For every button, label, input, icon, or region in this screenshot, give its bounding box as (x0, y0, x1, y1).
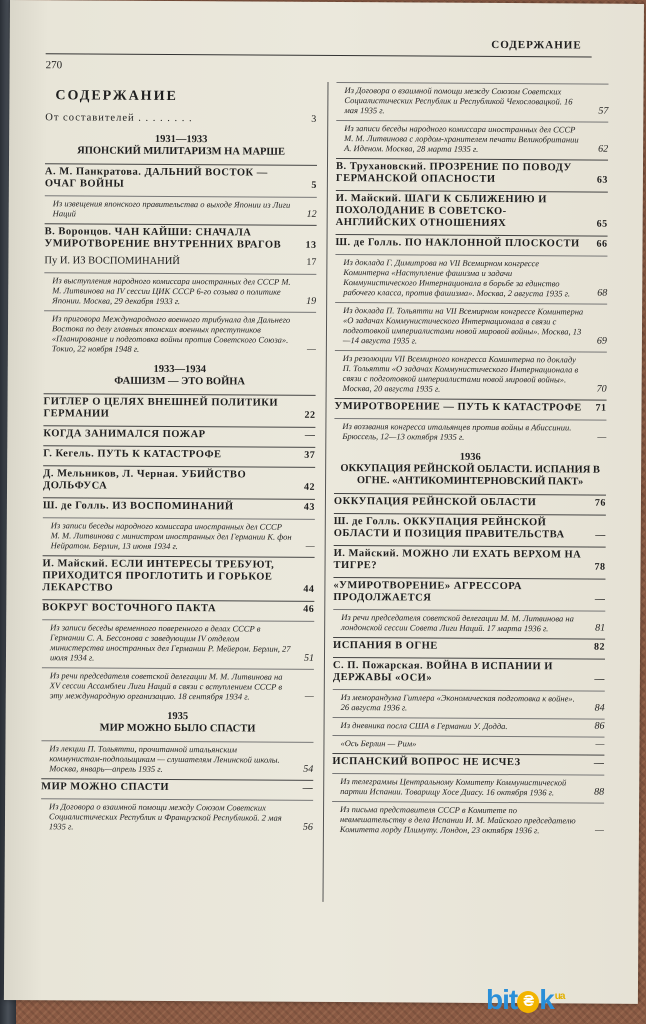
document-excerpt-entry (45, 195, 317, 220)
entry-page: — (306, 343, 316, 355)
entry-page: — (595, 529, 606, 541)
article-entry (43, 465, 315, 494)
document-excerpt-entry (42, 667, 314, 702)
article-entry (334, 398, 606, 415)
entry-page: 44 (303, 583, 315, 595)
watermark-logo (486, 984, 564, 1016)
entry-page: 76 (594, 497, 606, 509)
intro-text: От составителей . . . . . . . . (45, 112, 193, 125)
entry-title: Из резолюции VII Всемирного конгресса Коминтерна по докладу П. Тольятти «О задачах Коммунистического Интернационала в связи с подготовкой империалистами новой мировой войны». Москва, 20 августа 1935 г. (342, 353, 579, 394)
entry-title: Из извещения японского правительства о выходе Японии из Лиги Наций (52, 198, 291, 219)
entry-page: — (595, 738, 605, 750)
entry-title: Из Договора о взаимной помощи между Союзом Советских Социалистических Республик и Французской Республикой. 2 мая 1935 г. (48, 801, 282, 832)
entry-title: А. М. Панкратова. ДАЛЬНИЙ ВОСТОК — ОЧАГ ВОЙНЫ (44, 166, 268, 190)
article-entry (45, 163, 317, 192)
article-entry (42, 599, 314, 616)
entry-page: 88 (594, 786, 605, 798)
entry-page: 17 (306, 256, 317, 268)
entry-title: ГИТЛЕР О ЦЕЛЯХ ВНЕШНЕЙ ПОЛИТИКИ ГЕРМАНИИ (43, 396, 279, 420)
entry-title: Из доклада Г. Димитрова на VII Всемирном конгрессе Коминтерна «Наступление фашизма и задачи Коммунистического Интернационала в борьбе за единство рабочего класса, против фашизма». Москва, 2 августа 1935 г. (343, 257, 571, 299)
entry-page: 43 (303, 501, 315, 513)
entry-title: Ш. де Голль. ИЗ ВОСПОМИНАНИЙ (42, 500, 234, 513)
entry-page: 70 (596, 383, 607, 395)
article-entry (336, 158, 608, 187)
entry-title: «УМИРОТВОРЕНИЕ» АГРЕССОРА ПРОДОЛЖАЕТСЯ (333, 579, 522, 604)
entry-title: Д. Мельников, Л. Черная. УБИЙСТВО ДОЛЬФУСА (43, 468, 247, 492)
article-entry (41, 778, 313, 795)
article-entry (43, 445, 315, 462)
document-excerpt-entry (333, 717, 605, 732)
article-entry (334, 545, 606, 574)
entry-page: 54 (303, 763, 314, 775)
entry-title: ВОКРУГ ВОСТОЧНОГО ПАКТА (42, 602, 217, 615)
entry-title: Из записи беседы народного комиссара иностранных дел СССР М. М. Литвинова с министром иностранных дел Германии К. фон Нейратом. Берлин, 13 июня 1934 г. (50, 520, 292, 552)
entry-page: 84 (594, 702, 605, 714)
document-excerpt-entry (332, 735, 604, 750)
section-title: ЯПОНСКИЙ МИЛИТАРИЗМ НА МАРШЕ (77, 145, 286, 158)
entry-page: 19 (306, 295, 317, 307)
entry-page: — (594, 673, 605, 685)
article-entry (336, 190, 608, 231)
entry-title: Ш. де Голль. ОККУПАЦИЯ РЕЙНСКОЙ ОБЛАСТИ И ПОЗИЦИЯ ПРАВИТЕЛЬСТВА (333, 515, 565, 541)
book-page (4, 0, 644, 1004)
article-entry (44, 255, 316, 269)
entry-page: — (304, 690, 314, 702)
document-excerpt-entry (41, 798, 313, 833)
section-heading (42, 710, 314, 736)
document-excerpt-entry (335, 350, 607, 395)
entry-page: 5 (311, 179, 317, 191)
document-excerpt-entry (334, 418, 606, 443)
entry-page: 42 (303, 481, 316, 493)
entry-page: 62 (598, 143, 609, 155)
entry-title: «Ось Берлин — Рим» (340, 738, 417, 749)
section-heading (44, 363, 316, 389)
entry-page: 86 (594, 720, 605, 732)
entry-page: 71 (595, 402, 607, 414)
entry-page: 57 (598, 105, 609, 117)
article-entry (43, 425, 315, 442)
running-header: СОДЕРЖАНИЕ (491, 38, 582, 52)
watermark-text: bit (486, 984, 518, 1015)
article-entry (43, 393, 315, 422)
entry-title: Из записи беседы народного комиссара иностранных дел СССР М. М. Литвинова с лордом-хранителем печати Великобритании А. Иденом. Москва, 28 марта 1935 г. (344, 123, 579, 154)
entry-page: 82 (594, 641, 606, 653)
article-entry (42, 555, 314, 596)
watermark-text2: k (539, 984, 554, 1015)
entry-page: 37 (304, 449, 316, 461)
entry-title: Из телеграммы Центральному Комитету Коммунистической партии Испании. Товарищу Хосе Диасу. 16 октября 1936 г. (340, 776, 567, 798)
entry-title: Из речи председателя советской делегации М. М. Литвинова на лондонской сессии Совета Лиги Наций. 17 марта 1936 г. (341, 612, 574, 634)
entry-page: — (305, 540, 315, 552)
section-year: 1936 (459, 451, 481, 463)
document-excerpt-entry (335, 302, 607, 347)
contents-title: СОДЕРЖАНИЕ (55, 88, 178, 105)
right-column (322, 82, 608, 904)
entry-page: 81 (595, 622, 606, 634)
header-rule (46, 53, 592, 57)
entry-title: Из меморандума Гитлера «Экономическая подготовка к войне». 26 августа 1936 г. (340, 692, 575, 713)
entry-page: — (304, 429, 316, 441)
entry-page: — (593, 757, 605, 769)
section-heading (45, 133, 317, 159)
document-excerpt-entry (44, 310, 316, 355)
entry-title: И. Майский. МОЖНО ЛИ ЕХАТЬ ВЕРХОМ НА ТИГРЕ? (333, 547, 582, 572)
entry-title: Из дневника посла США в Германии У. Додда. (340, 720, 508, 732)
document-excerpt-entry (332, 773, 604, 798)
article-entry (333, 657, 605, 686)
intro-page: 3 (311, 113, 318, 125)
entry-title: КОГДА ЗАНИМАЛСЯ ПОЖАР (43, 428, 206, 441)
entry-page: 78 (594, 561, 606, 573)
section-title: ОККУПАЦИЯ РЕЙНСКОЙ ОБЛАСТИ. ИСПАНИЯ В ОГНЕ. «АНТИКОМИНТЕРНОВСКИЙ ПАКТ» (340, 463, 600, 488)
entry-title: Из приговора Международного военного трибунала для Дальнего Востока по делу главных японских военных преступников «Планирование и подготовка войны против Советского Союза». Токио, 22 ноября 1948 г. (51, 313, 291, 354)
section-year: 1933—1934 (153, 363, 207, 376)
article-entry (333, 577, 605, 606)
section-title: ФАШИЗМ — ЭТО ВОЙНА (114, 375, 246, 388)
entry-title: ИСПАНИЯ В ОГНЕ (333, 639, 438, 652)
intro-entry (45, 112, 317, 125)
entry-page: 69 (596, 335, 607, 347)
document-excerpt-entry (43, 517, 315, 552)
entry-page: — (302, 782, 314, 794)
document-excerpt-entry (42, 619, 314, 664)
coin-icon: ₴ (517, 991, 539, 1013)
article-entry (333, 637, 605, 654)
article-entry (335, 234, 607, 251)
entry-page: 13 (305, 239, 317, 251)
article-entry (44, 223, 316, 252)
entry-page: 65 (596, 218, 608, 230)
article-entry (332, 753, 604, 770)
entry-title: Из письма представителя СССР в Комитете по невмешательству в дела Испании И. М. Майского председателю Комитета лорду Плимуту. Лондон, 23 октября 1936 г. (339, 804, 576, 836)
entry-title: И. Майский. ЕСЛИ ИНТЕРЕСЫ ТРЕБУЮТ, ПРИХОДИТСЯ ПРОГЛОТИТЬ И ГОРЬКОЕ ЛЕКАРСТВО (42, 558, 275, 594)
entry-page: 63 (596, 174, 608, 186)
entry-title: ОККУПАЦИЯ РЕЙНСКОЙ ОБЛАСТИ (333, 495, 537, 509)
entry-title: Из доклада П. Тольятти на VII Всемирном конгрессе Коминтерна «О задачах Коммунистического Интернационала в связи с подготовкой империалистами новой мировой войны». Москва, 13—14 августа 1935 г. (342, 305, 584, 346)
entry-page: 68 (597, 287, 608, 299)
entry-title: Из выступления народного комиссара иностранных дел СССР М. М. Литвинова на IV сессии ЦИК СССР 6-го созыва о политике Японии. Москва, 29 декабря 1933 г. (52, 275, 291, 307)
section-heading (334, 451, 606, 489)
entry-title: Из лекции П. Тольятти, прочитанной итальянским коммунистам-подпольщикам — слушателям Ленинской школы. Москва, январь—апрель 1935 г. (49, 743, 280, 774)
section-year: 1931—1933 (154, 133, 208, 146)
entry-title: Из речи председателя советской делегации М. М. Литвинова на XV сессии Ассамблеи Лиги Наций в связи с вступлением СССР в эту международную организацию. 18 сентября 1934 г. (49, 670, 283, 702)
article-entry (43, 497, 315, 514)
document-excerpt-entry (333, 689, 605, 714)
document-excerpt-entry (44, 272, 316, 307)
document-excerpt-entry (333, 609, 605, 634)
entry-page: 12 (306, 208, 317, 220)
page-number: 270 (45, 59, 63, 72)
document-excerpt-entry (332, 801, 604, 836)
watermark-suffix: ua (554, 990, 565, 1002)
entry-page: — (595, 824, 604, 836)
entry-page: 46 (303, 603, 315, 615)
entry-title: И. Майский. ШАГИ К СБЛИЖЕНИЮ И ПОХОЛОДАНИЕ В СОВЕТСКО-АНГЛИЙСКИХ ОТНОШЕНИЯХ (335, 192, 547, 230)
entry-title: Г. Кегель. ПУТЬ К КАТАСТРОФЕ (43, 448, 222, 461)
entry-title: С. П. Пожарская. ВОЙНА В ИСПАНИИ И ДЕРЖАВЫ «ОСИ» (332, 659, 553, 684)
entry-page: — (597, 431, 607, 443)
entry-title: Из записи беседы временного поверенного в делах СССР в Германии С. А. Бессонова с заведующим IV отделом министерства иностранных дел Германии Р. Мейером. Берлин, 27 июля 1934 г. (49, 622, 291, 663)
entry-title: Из воззвания конгресса итальянцев против войны в Абиссинии. Брюссель, 12—13 октября 1935 г. (342, 421, 572, 442)
entry-page: 22 (304, 409, 316, 421)
document-excerpt-entry (336, 120, 608, 155)
document-excerpt-entry (336, 82, 608, 117)
entry-title: В. Трухановский. ПРОЗРЕНИЕ ПО ПОВОДУ ГЕРМАНСКОЙ ОПАСНОСТИ (335, 160, 572, 185)
entry-page: 56 (302, 821, 313, 833)
section-year: 1935 (167, 710, 189, 723)
entry-title: Пу И. ИЗ ВОСПОМИНАНИЙ (44, 255, 180, 268)
entry-title: Ш. де Голль. ПО НАКЛОННОЙ ПЛОСКОСТИ (335, 236, 580, 250)
article-entry (334, 513, 606, 542)
document-excerpt-entry (335, 254, 607, 299)
document-excerpt-entry (41, 740, 313, 775)
left-column (41, 80, 318, 838)
entry-page: 66 (596, 238, 608, 250)
entry-title: УМИРОТВОРЕНИЕ — ПУТЬ К КАТАСТРОФЕ (334, 400, 582, 414)
entry-page: 51 (303, 652, 315, 664)
entry-title: В. Воронцов. ЧАН КАЙШИ: СНАЧАЛА УМИРОТВОРЕНИЕ ВНУТРЕННИХ ВРАГОВ (44, 226, 282, 251)
section-title: МИР МОЖНО БЫЛО СПАСТИ (99, 722, 256, 735)
article-entry (334, 493, 606, 510)
entry-title: ИСПАНСКИЙ ВОПРОС НЕ ИСЧЕЗ (332, 755, 521, 769)
entry-title: Из Договора о взаимной помощи между Союзом Советских Социалистических Республик и Республикой Чехословацкой. 16 мая 1935 г. (344, 85, 573, 116)
entry-page: — (594, 593, 606, 605)
entry-title: МИР МОЖНО СПАСТИ (41, 781, 170, 793)
